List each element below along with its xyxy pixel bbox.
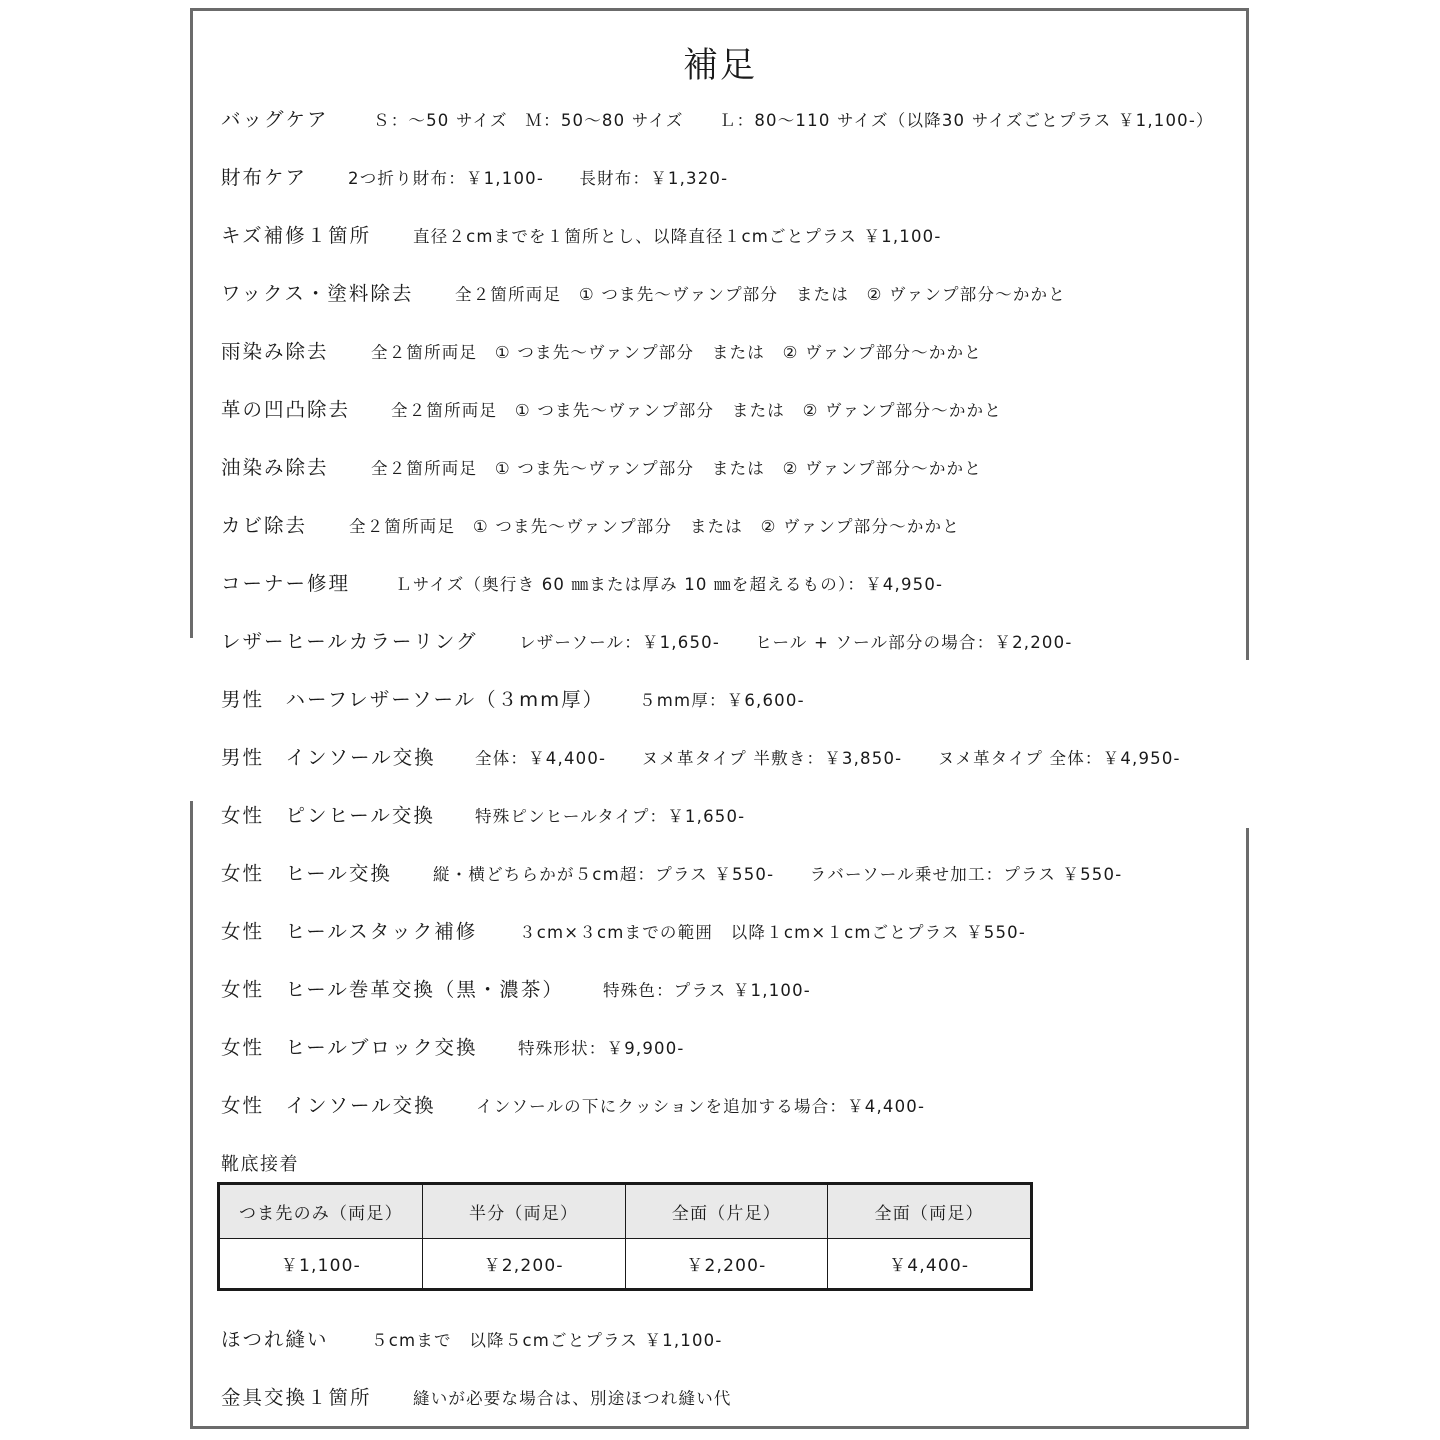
service-label: 男性 ハーフレザーソール（３mm厚） bbox=[221, 688, 605, 711]
sole-glue-table bbox=[217, 1182, 1033, 1291]
sole-glue-label: 靴底接着 bbox=[221, 1154, 299, 1175]
service-label: 女性 ヒールスタック補修 bbox=[221, 920, 478, 943]
service-row-women-pin-heel-replacement bbox=[221, 800, 745, 828]
service-detail: 全２箇所両足 ① つま先～ヴァンプ部分 または ② ヴァンプ部分～かかと bbox=[455, 285, 1066, 304]
table-header-cell: 全面（両足） bbox=[828, 1185, 1031, 1239]
service-detail: 縦・横どちらかが５cm超：プラス ￥550- ラバーソール乗せ加工：プラス ￥550- bbox=[433, 865, 1123, 884]
service-label: 女性 ヒールブロック交換 bbox=[221, 1036, 478, 1059]
service-detail: 全２箇所両足 ① つま先～ヴァンプ部分 または ② ヴァンプ部分～かかと bbox=[391, 401, 1002, 420]
service-detail: 特殊形状：￥9,900- bbox=[518, 1039, 685, 1058]
page-title: 補足 bbox=[682, 46, 757, 86]
service-row-women-heel-replacement bbox=[221, 858, 1122, 886]
table-header-row bbox=[220, 1185, 1031, 1239]
table-header-cell: つま先のみ（両足） bbox=[220, 1185, 423, 1239]
frame-top-border bbox=[190, 8, 1249, 11]
service-label: 男性 インソール交換 bbox=[221, 746, 436, 769]
service-label: 金具交換１箇所 bbox=[221, 1386, 372, 1409]
service-detail: ５mm厚：￥6,600- bbox=[639, 691, 805, 710]
service-label: キズ補修１箇所 bbox=[221, 224, 372, 247]
service-row-men-half-leather-sole bbox=[221, 684, 805, 712]
service-detail: 2つ折り財布：￥1,100- 長財布：￥1,320- bbox=[348, 169, 729, 188]
service-detail: ５cmまで 以降５cmごとプラス ￥1,100- bbox=[371, 1331, 723, 1350]
service-label: バッグケア bbox=[221, 108, 329, 131]
service-row-oil-stain-removal bbox=[221, 452, 982, 480]
service-label: 雨染み除去 bbox=[221, 340, 329, 363]
service-detail: 直径２cmまでを１箇所とし、以降直径１cmごとプラス ￥1,100- bbox=[413, 227, 942, 246]
service-label: レザーヒールカラーリング bbox=[221, 630, 478, 653]
table-header-cell: 全面（片足） bbox=[625, 1185, 828, 1239]
service-detail: 縫いが必要な場合は、別途ほつれ縫い代 bbox=[413, 1389, 732, 1408]
service-detail: Ｓ：～50 サイズ Ｍ：50～80 サイズ Ｌ：80～110 サイズ（以降30 サイズごとプラス ￥1,100-） bbox=[373, 111, 1214, 130]
service-detail: 特殊色：プラス ￥1,100- bbox=[603, 981, 811, 1000]
service-label: ほつれ縫い bbox=[221, 1328, 329, 1351]
service-row-women-heel-wrap-replacement bbox=[221, 974, 811, 1002]
service-row-wallet-care bbox=[221, 162, 728, 190]
service-label: コーナー修理 bbox=[221, 572, 351, 595]
service-row-scratch-repair bbox=[221, 220, 942, 248]
service-row-women-heel-block-replacement bbox=[221, 1032, 685, 1060]
service-label: 財布ケア bbox=[221, 166, 308, 189]
service-detail: 全２箇所両足 ① つま先～ヴァンプ部分 または ② ヴァンプ部分～かかと bbox=[371, 459, 982, 478]
service-label: 女性 ピンヒール交換 bbox=[221, 804, 435, 827]
service-row-leather-heel-coloring bbox=[221, 626, 1073, 654]
table-price-cell: ￥1,100- bbox=[220, 1239, 423, 1289]
frame-bottom-border bbox=[190, 1426, 1249, 1429]
service-label: ワックス・塗料除去 bbox=[221, 282, 414, 305]
service-label: 女性 ヒール巻革交換（黒・濃茶） bbox=[221, 978, 564, 1001]
service-label: 油染み除去 bbox=[221, 456, 329, 479]
service-detail: 全体：￥4,400- ヌメ革タイプ 半敷き：￥3,850- ヌメ革タイプ 全体：￥4,950- bbox=[475, 749, 1181, 768]
service-label: 女性 インソール交換 bbox=[221, 1094, 436, 1117]
table-price-cell: ￥2,200- bbox=[625, 1239, 828, 1289]
frame-left-border-upper bbox=[190, 8, 193, 638]
service-row-corner-repair bbox=[221, 568, 943, 596]
table-price-cell: ￥4,400- bbox=[828, 1239, 1031, 1289]
table-row bbox=[220, 1239, 1031, 1289]
service-row-rain-stain-removal bbox=[221, 336, 982, 364]
service-label: 革の凹凸除去 bbox=[221, 398, 351, 421]
service-detail: 特殊ピンヒールタイプ：￥1,650- bbox=[475, 807, 746, 826]
service-row-wax-paint-removal bbox=[221, 278, 1066, 306]
frame-right-border-upper bbox=[1246, 8, 1249, 660]
service-row-bag-care bbox=[221, 104, 1214, 132]
service-label: カビ除去 bbox=[221, 514, 308, 537]
table-price-cell: ￥2,200- bbox=[422, 1239, 625, 1289]
table-header-cell: 半分（両足） bbox=[422, 1185, 625, 1239]
service-row-men-insole-replacement bbox=[221, 742, 1181, 770]
service-label: 女性 ヒール交換 bbox=[221, 862, 392, 885]
service-row-hardware-replacement bbox=[221, 1382, 732, 1410]
service-row-leather-unevenness-removal bbox=[221, 394, 1002, 422]
service-detail: レザーソール：￥1,650- ヒール + ソール部分の場合：￥2,200- bbox=[519, 633, 1073, 652]
service-detail: インソールの下にクッションを追加する場合：￥4,400- bbox=[476, 1097, 926, 1116]
service-detail: 全２箇所両足 ① つま先～ヴァンプ部分 または ② ヴァンプ部分～かかと bbox=[349, 517, 960, 536]
service-row-women-insole-replacement bbox=[221, 1090, 925, 1118]
frame-right-border-lower bbox=[1246, 828, 1249, 1429]
service-detail: ３cm×３cmまでの範囲 以降１cm×１cmごとプラス ￥550- bbox=[519, 923, 1027, 942]
frame-left-border-lower bbox=[190, 801, 193, 1429]
service-row-women-heel-stack-repair bbox=[221, 916, 1026, 944]
service-row-fray-sewing bbox=[221, 1324, 723, 1352]
sole-glue-heading bbox=[221, 1150, 299, 1176]
service-detail: 全２箇所両足 ① つま先～ヴァンプ部分 または ② ヴァンプ部分～かかと bbox=[371, 343, 982, 362]
service-row-mold-removal bbox=[221, 510, 960, 538]
service-detail: Ｌサイズ（奥行き 60 ㎜または厚み 10 ㎜を超えるもの）：￥4,950- bbox=[395, 575, 944, 594]
